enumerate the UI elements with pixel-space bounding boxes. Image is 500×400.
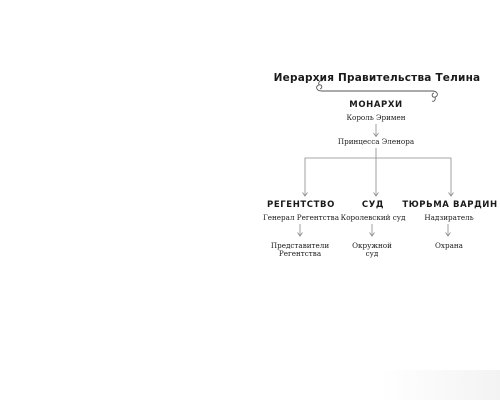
monarchy-king: Король Эримен xyxy=(346,113,406,122)
branch-court-heading: СУД xyxy=(361,200,385,210)
ornament-right-hook xyxy=(432,97,435,101)
branch-prison-head: Надзиратель xyxy=(424,213,474,222)
branch-prison-sub: Охрана xyxy=(435,241,463,250)
connector-to-prison xyxy=(376,158,451,196)
diagram-title: Иерархия Правительства Телина xyxy=(273,72,481,84)
branch-court-sub: Окружной суд xyxy=(352,241,392,259)
connector-to-regency xyxy=(305,158,376,196)
branch-regency-sub: Представители Регентства xyxy=(270,241,330,259)
monarchy-heading: МОНАРХИ xyxy=(349,100,403,110)
branch-prison-heading: ТЮРЬМА ВАРДИН xyxy=(402,200,498,210)
branch-court-head: Королевский суд xyxy=(340,213,406,222)
ornament-left-curl xyxy=(317,85,322,91)
corner-shadow xyxy=(380,370,500,400)
monarchy-princess: Принцесса Эленора xyxy=(337,137,415,146)
ornament-right-curl xyxy=(432,91,437,97)
branch-regency-heading: РЕГЕНТСТВО xyxy=(267,200,335,210)
branch-regency-head: Генерал Регентства xyxy=(262,213,340,222)
